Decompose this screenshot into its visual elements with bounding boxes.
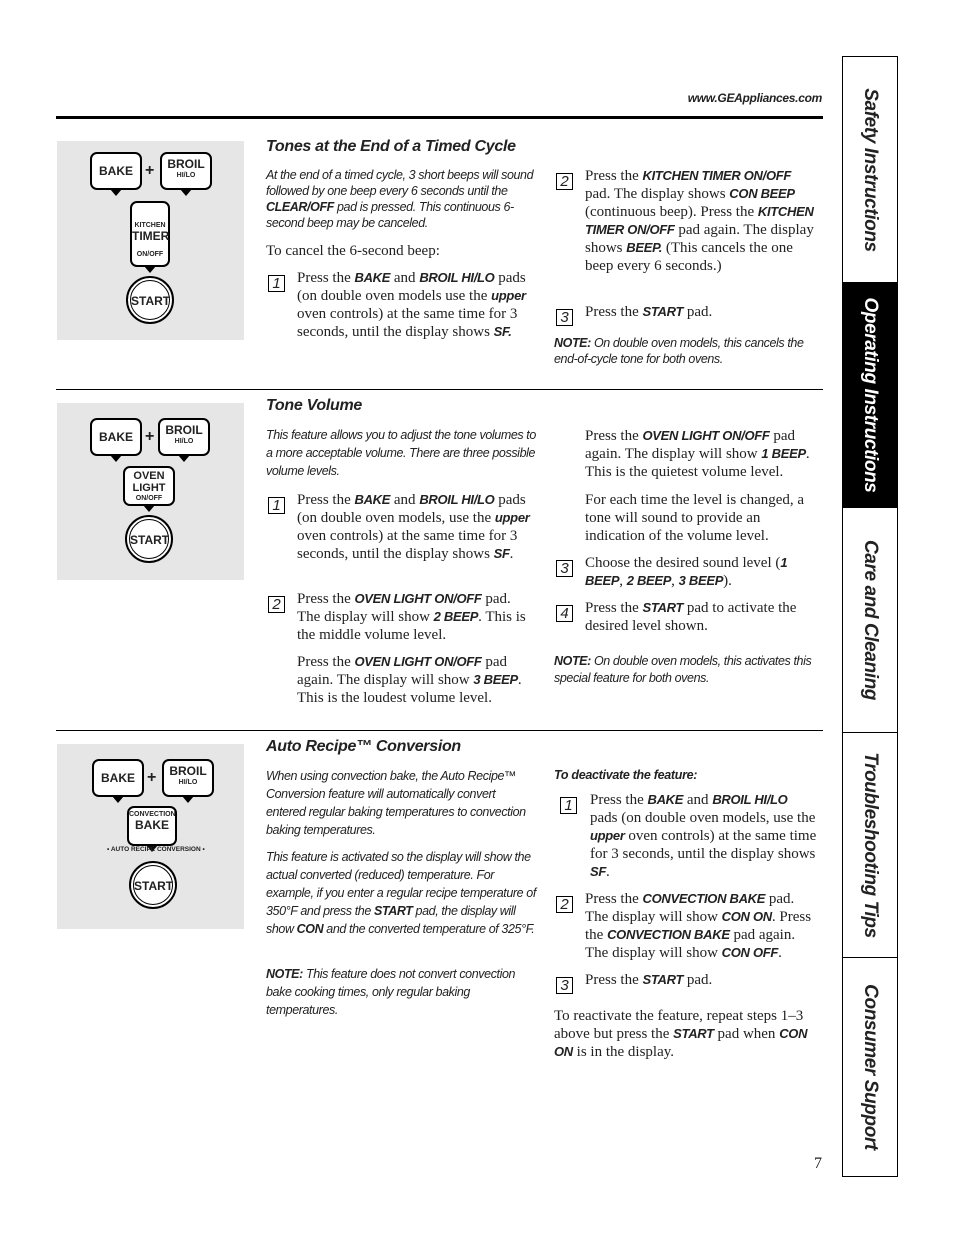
volume-step-1: Press the BAKE and BROIL HI/LO pads (on double oven models, use the upper oven controls) at the same time for 3 seconds, until the display shows SF. — [297, 492, 530, 562]
tones-intro: At the end of a timed cycle, 3 short beeps will sound followed by one beep every 6 seconds until the CLEAR/OFF pad is pressed. This continuous 6-second beep may be canceled. — [266, 168, 534, 230]
step-number-2: 2 — [556, 173, 573, 190]
kitchen-timer-pad: KITCHEN TIMER ON/OFF — [130, 201, 170, 267]
bake-pad: BAKE — [90, 418, 142, 456]
recipe-step-1: Press the BAKE and BROIL HI/LO pads (on double oven models, use the upper oven controls) at the same time for 3 seconds, until the display shows SF. — [590, 792, 817, 880]
tones-step-1: Press the BAKE and BROIL HI/LO pads (on double oven models use the upper oven controls) at the same time for 3 seconds, until the display shows SF. — [297, 270, 526, 340]
section-title-volume: Tone Volume — [266, 397, 362, 414]
plus-sign: + — [147, 769, 157, 786]
tones-step-2: Press the KITCHEN TIMER ON/OFF pad. The display shows CON BEEP (continuous beep). Press the KITCHEN TIMER ON/OFF pad again. The display shows BEEP. (This cancels the one beep every 6 seconds.) — [585, 168, 814, 274]
start-button-icon: START — [125, 515, 173, 563]
recipe-intro-2: This feature is activated so the display will show the actual converted (reduced) temperature. For example, if you enter a regular recipe temperature of 350°F and press the START pad, the display will show CON and the converted temperature of 325°F. — [266, 850, 536, 936]
recipe-step-2: Press the CONVECTION BAKE pad. The display will show CON ON. Press the CONVECTION BAKE pad again. The display will show CON OFF. — [585, 891, 812, 961]
control-pads-illustration-recipe — [57, 744, 244, 929]
tab-label: Care and Cleaning — [860, 539, 881, 701]
step-number-3: 3 — [556, 309, 573, 326]
tab-label: Consumer Support — [860, 984, 881, 1150]
broil-pad: BROIL HI/LO — [160, 152, 212, 190]
page-number: 7 — [814, 1155, 822, 1172]
bake-pad: BAKE — [92, 759, 144, 797]
volume-step-2: Press the OVEN LIGHT ON/OFF pad. The display will show 2 BEEP. This is the middle volume level. — [297, 591, 526, 643]
start-button-icon: START — [129, 861, 177, 909]
tones-step-3: Press the START pad. — [585, 304, 713, 320]
volume-step-4: Press the START pad to activate the desired level shown. — [585, 600, 797, 634]
step-number-3: 3 — [556, 977, 573, 994]
recipe-step-3: Press the START pad. — [585, 972, 713, 988]
tab-safety-instructions[interactable] — [843, 57, 897, 283]
tab-label: Operating Instructions — [860, 297, 881, 493]
auto-recipe-label: • AUTO RECIPE CONVERSION • — [107, 846, 205, 853]
plus-sign: + — [145, 162, 155, 179]
recipe-note: NOTE: This feature does not convert convection bake cooking times, only regular baking temperatures. — [266, 967, 516, 1017]
tab-operating-instructions[interactable] — [843, 283, 897, 508]
volume-loudest-text: Press the OVEN LIGHT ON/OFF pad again. The display will show 3 BEEP. This is the loudest volume level. — [297, 654, 522, 706]
broil-pad: BROIL HI/LO — [162, 759, 214, 797]
oven-light-pad: OVEN LIGHT ON/OFF — [123, 466, 175, 506]
step-number-1: 1 — [560, 797, 577, 814]
deactivate-heading: To deactivate the feature: — [554, 768, 698, 782]
step-number-2: 2 — [556, 896, 573, 913]
recipe-intro-1: When using convection bake, the Auto Recipe™ Conversion feature will automatically convert entered regular baking temperatures to convection baking temperatures. — [266, 769, 526, 837]
tab-troubleshooting-tips[interactable] — [843, 733, 897, 958]
convection-bake-pad: CONVECTION BAKE — [127, 806, 177, 846]
step-number-1: 1 — [268, 497, 285, 514]
volume-quietest-text: Press the OVEN LIGHT ON/OFF pad again. The display will show 1 BEEP. This is the quietest volume level. — [585, 428, 810, 480]
control-pads-illustration-volume — [57, 403, 244, 580]
tab-label: Safety Instructions — [860, 87, 881, 252]
step-number-2: 2 — [268, 596, 285, 613]
volume-intro: This feature allows you to adjust the tone volumes to a more acceptable volume. There are three possible volume levels. — [266, 428, 536, 478]
plus-sign: + — [145, 428, 155, 445]
tab-care-and-cleaning[interactable] — [843, 508, 897, 733]
start-button-icon: START — [126, 276, 174, 324]
tab-consumer-support[interactable] — [843, 958, 897, 1176]
header-rule — [56, 116, 823, 119]
website-url[interactable]: www.GEAppliances.com — [687, 91, 822, 105]
tones-cancel-text: To cancel the 6-second beep: — [266, 243, 440, 259]
section-title-tones: Tones at the End of a Timed Cycle — [266, 138, 516, 155]
section-tabs-sidebar — [842, 56, 898, 1177]
step-number-3: 3 — [556, 560, 573, 577]
section-divider — [56, 389, 823, 390]
recipe-reactivate-text: To reactivate the feature, repeat steps 1–3 above but press the START pad when CON ON is in the display. — [554, 1008, 808, 1060]
tab-label: Troubleshooting Tips — [860, 752, 881, 938]
tones-note: NOTE: On double oven models, this cancels the end-of-cycle tone for both ovens. — [554, 336, 804, 366]
volume-indication-text: For each time the level is changed, a tone will sound to provide an indication of the volume level. — [585, 492, 805, 544]
volume-note: NOTE: On double oven models, this activates this special feature for both ovens. — [554, 654, 812, 685]
control-pads-illustration-tones — [57, 141, 244, 340]
section-divider — [56, 730, 823, 731]
bake-pad: BAKE — [90, 152, 142, 190]
step-number-1: 1 — [268, 275, 285, 292]
section-title-recipe: Auto Recipe™ Conversion — [266, 738, 461, 755]
volume-step-3: Choose the desired sound level (1 BEEP, 2 BEEP, 3 BEEP). — [585, 555, 788, 589]
broil-pad: BROIL HI/LO — [158, 418, 210, 456]
step-number-4: 4 — [556, 605, 573, 622]
